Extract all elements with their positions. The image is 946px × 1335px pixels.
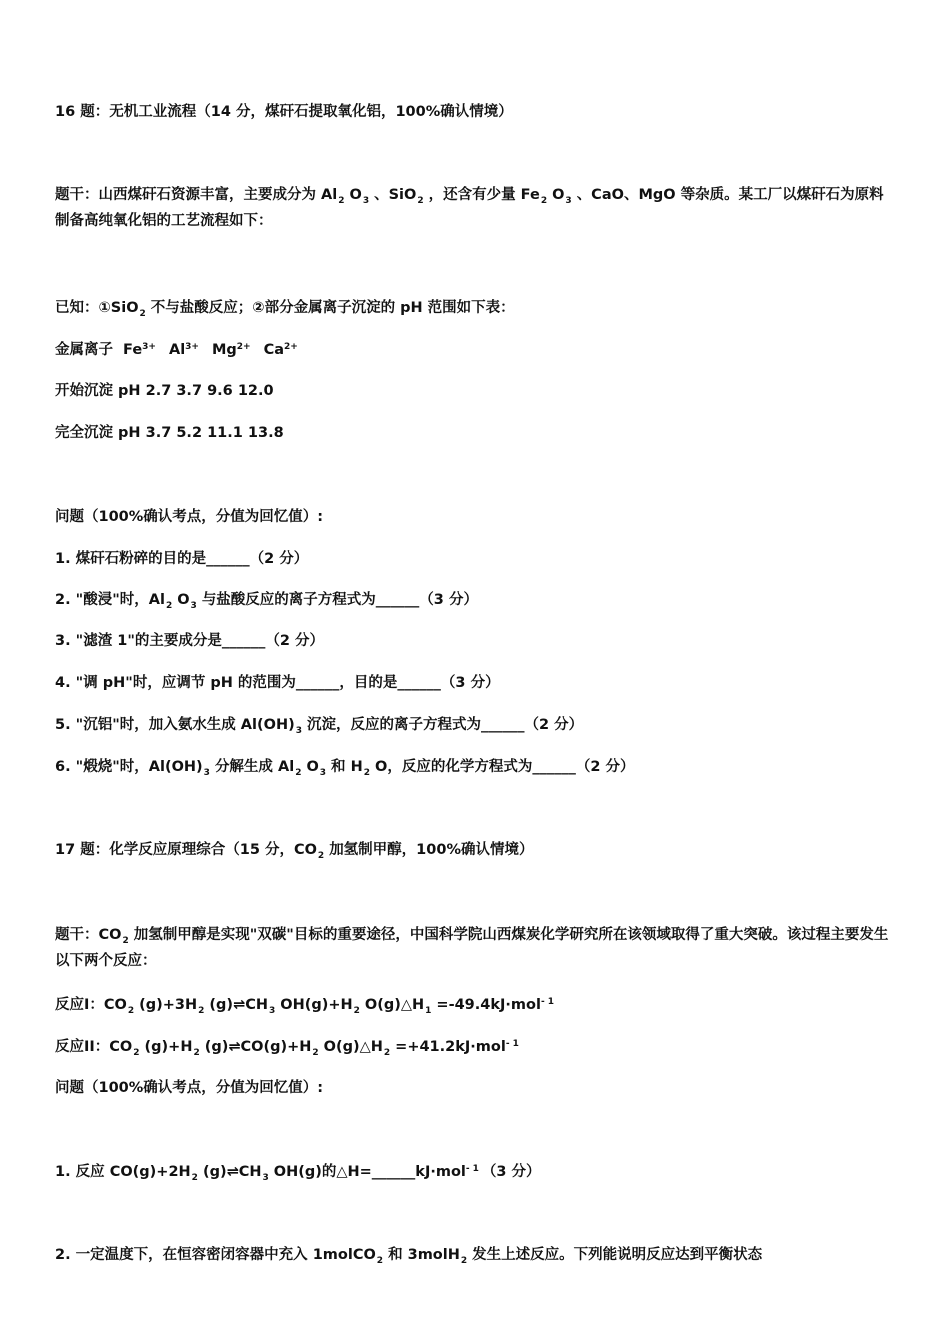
ion-table-end-row: 完全沉淀 pH 3.7 5.2 11.1 13.8 (55, 425, 284, 441)
q17-questions-heading: 问题（100%确认考点，分值为回忆值）: (55, 1080, 324, 1096)
q17-title: 17 题：化学反应原理综合（15 分，$CO_2$ 加氢制甲醇，100%确认情境） (55, 842, 534, 861)
q16-question-4: 4. "调 pH"时，应调节 pH 的范围为______，目的是______（3 分） (55, 675, 500, 691)
q16-question-5: 5. "沉铝"时，加入氨水生成 $Al(OH)_3$ 沉淀，反应的离子方程式为______（2 分） (55, 717, 584, 736)
q17-question-2: 2. 一定温度下，在恒容密闭容器中充入 1molCO$_2$ 和 3molH$_2$ 发生上述反应。下列能说明反应达到平衡状态 (55, 1247, 763, 1266)
reaction-2: 反应II：$CO_2$ $(g)+H_2$ $(g)\rightleftharpoons CO(g)+H_2$ $O(g)\triangle H_2 =+41.2kJ\cdot mol^-$ $^1$ (55, 1039, 519, 1058)
ion-table-header: 金属离子 $Fe^{3+}$ $Al^{3+}$ $Mg^{2+}$ $Ca^{2+}$ (55, 342, 298, 358)
q16-question-2: 2. "酸浸"时，$Al_2$ $O_3$ 与盐酸反应的离子方程式为______（3 分） (55, 592, 478, 611)
q16-question-3: 3. "滤渣 1"的主要成分是______（2 分） (55, 633, 325, 649)
q17-stem: 题干：$CO_2$ 加氢制甲醇是实现"双碳"目标的重要途径，中国科学院山西煤炭化学研究所在该领域取得了重大突破。该过程主要发生以下两个反应： (55, 927, 889, 969)
q16-questions-heading: 问题（100%确认考点，分值为回忆值）: (55, 509, 324, 525)
q17-question-1: 1. 反应 $CO(g)+2H_2$ $(g)\rightleftharpoons CH_3$ OH(g)的△H=______kJ·mol- $^1$ （3 分） (55, 1164, 541, 1183)
q16-known: 已知：①SiO$_2$ 不与盐酸反应；②部分金属离子沉淀的 pH 范围如下表： (55, 300, 515, 319)
q16-question-6: 6. "煅烧"时，$Al(OH)_3$ 分解生成 $Al_2$ $O_3$ 和 $H_2$ O，反应的化学方程式为______（2 分） (55, 759, 635, 778)
ion-table-start-row: 开始沉淀 pH 2.7 3.7 9.6 12.0 (55, 383, 274, 399)
q16-question-1: 1. 煤矸石粉碎的目的是______（2 分） (55, 551, 309, 567)
reaction-1: 反应I：$CO_2$ $(g)+3H_2$ $(g)\rightleftharpoons CH_3$ $OH(g)+H_2$ $O(g)\triangle H_1 =-49.4kJ\cdot mol^-$ $^1$ (55, 997, 554, 1016)
q16-title: 16 题：无机工业流程（14 分，煤矸石提取氧化铝，100%确认情境） (55, 104, 513, 120)
q16-stem: 题干：山西煤矸石资源丰富，主要成分为 $Al_2$ $O_3$ 、SiO$_2$ ，还含有少量 $Fe_2$ $O_3$ 、CaO、MgO 等杂质。某工厂以煤矸石为原料制备高纯氧化铝的工艺流程如下： (55, 187, 884, 229)
